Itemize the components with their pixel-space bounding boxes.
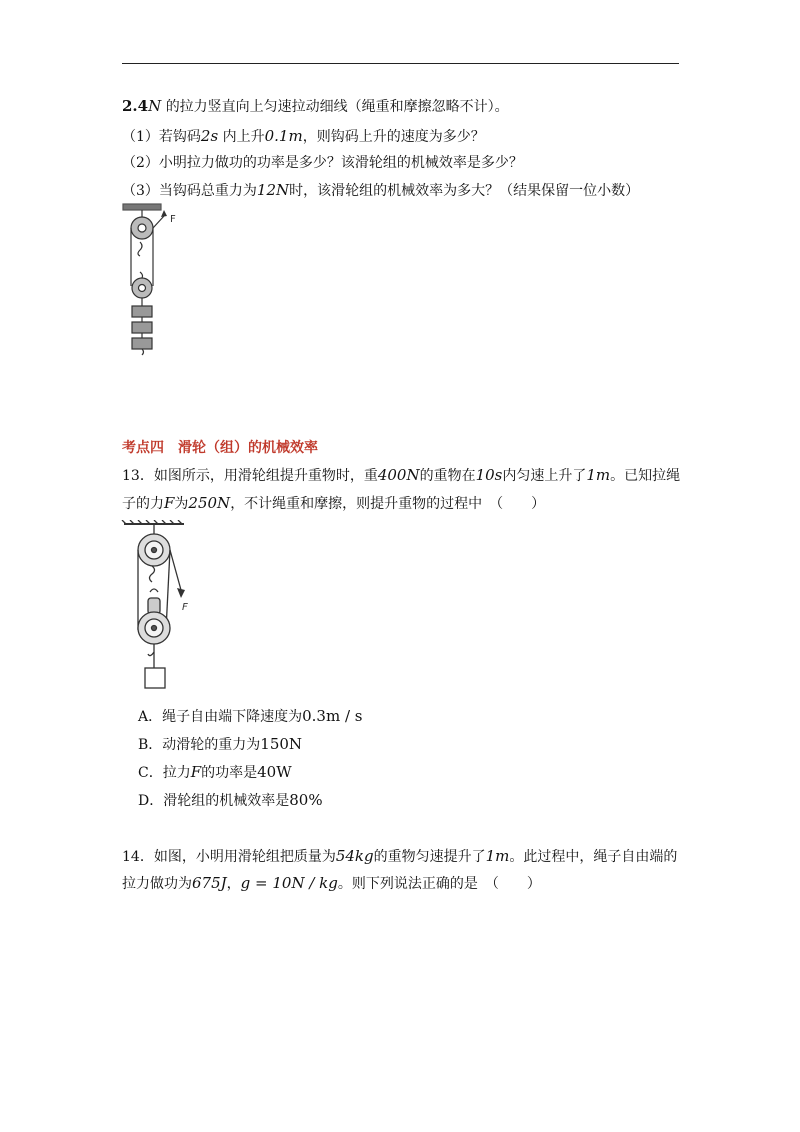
q12-p3-weight: 12N [256, 181, 290, 199]
q14-height: 1m [485, 847, 510, 865]
q14-l2-text-a: 拉力做功为 [122, 876, 192, 892]
q14-mass: 54kg [335, 847, 374, 865]
q13-l1-text-d: 。已知拉绳 [610, 468, 681, 484]
q13-option-b-value: 150N [260, 735, 303, 753]
q13-time: 10s [475, 466, 503, 484]
q13-figure-label-f: F [182, 602, 188, 613]
q12-force-unit: N [148, 97, 162, 115]
q13-option-c-force: F [190, 763, 202, 781]
q13-force-value: 250N [188, 494, 231, 512]
q13-option-c-text: C．拉力 [138, 765, 191, 781]
q14-l1-text-b: 的重物匀速提升了 [373, 849, 486, 865]
q12-p1-text-c: ，则钩码上升的速度为多少？ [302, 129, 485, 145]
q12-p1-time: 2s [200, 127, 219, 145]
q12-intro-line [122, 96, 509, 117]
q12-p3-text-b: 时，该滑轮组的机械效率为多大？（结果保留一位小数） [289, 183, 640, 199]
q13-l2-text-c: ，不计绳重和摩擦，则提升重物的过程中 （ ） [230, 496, 546, 512]
q13-option-a-value: 0.3m / s [302, 707, 363, 725]
q14-l2-text-b: ， [226, 876, 241, 892]
q13-option-a-text: A．绳子自由端下降速度为 [138, 709, 303, 725]
q14-l1-text-c: 。此过程中，绳子自由端的 [509, 849, 678, 865]
q13-option-c-value: 40W [257, 763, 292, 781]
q13-l1-text-b: 的重物在 [419, 468, 476, 484]
q13-force-symbol: F [164, 494, 175, 512]
q14-work: 675J [192, 874, 227, 892]
q12-force-value: 2.4 [122, 97, 149, 115]
q14-line1 [122, 846, 677, 867]
q12-p1-height: 0.1m [264, 127, 303, 145]
q13-option-c-text2: 的功率是 [201, 765, 258, 781]
section-title: 考点四 滑轮（组）的机械效率 [122, 440, 318, 456]
q12-figure-label-f: F [170, 214, 176, 225]
q13-line1 [122, 465, 680, 486]
q14-line2 [122, 873, 541, 894]
q13-weight: 400N [377, 466, 420, 484]
q13-option-b-text: B．动滑轮的重力为 [138, 737, 261, 753]
q13-l1-text-c: 内匀速上升了 [502, 468, 587, 484]
q13-pulley-figure [118, 520, 208, 695]
q13-option-a[interactable] [138, 706, 363, 727]
q13-option-d-text: D．滑轮组的机械效率是 [138, 793, 290, 809]
q13-option-c[interactable] [138, 762, 292, 783]
q12-pulley-figure [118, 202, 190, 362]
q14-l2-text-c: 。则下列说法正确的是 （ ） [337, 876, 541, 892]
q12-intro-text: 的拉力竖直向上匀速拉动细线（绳重和摩擦忽略不计）。 [165, 99, 509, 115]
q13-height: 1m [586, 466, 611, 484]
q12-part1 [122, 126, 485, 147]
q14-gravity: g = 10N / kg [240, 874, 338, 892]
q13-l1-text-a: 13．如图所示，用滑轮组提升重物时，重 [122, 468, 378, 484]
q13-l2-text-a: 子的力 [122, 496, 164, 512]
q12-p1-text-b: 内上升 [222, 129, 265, 145]
q12-part3 [122, 180, 639, 201]
q12-part2: （2）小明拉力做功的功率是多少？该滑轮组的机械效率是多少？ [122, 155, 523, 171]
q12-p3-text-a: （3）当钩码总重力为 [122, 183, 257, 199]
q12-p1-text-a: （1）若钩码 [122, 129, 201, 145]
q13-option-b[interactable] [138, 734, 302, 755]
q13-line2 [122, 493, 545, 514]
q13-option-d[interactable] [138, 790, 323, 811]
q13-option-d-value: 80% [289, 791, 323, 809]
q13-l2-text-b: 为 [174, 496, 189, 512]
header-divider [122, 63, 679, 64]
q14-l1-text-a: 14．如图，小明用滑轮组把质量为 [122, 849, 336, 865]
